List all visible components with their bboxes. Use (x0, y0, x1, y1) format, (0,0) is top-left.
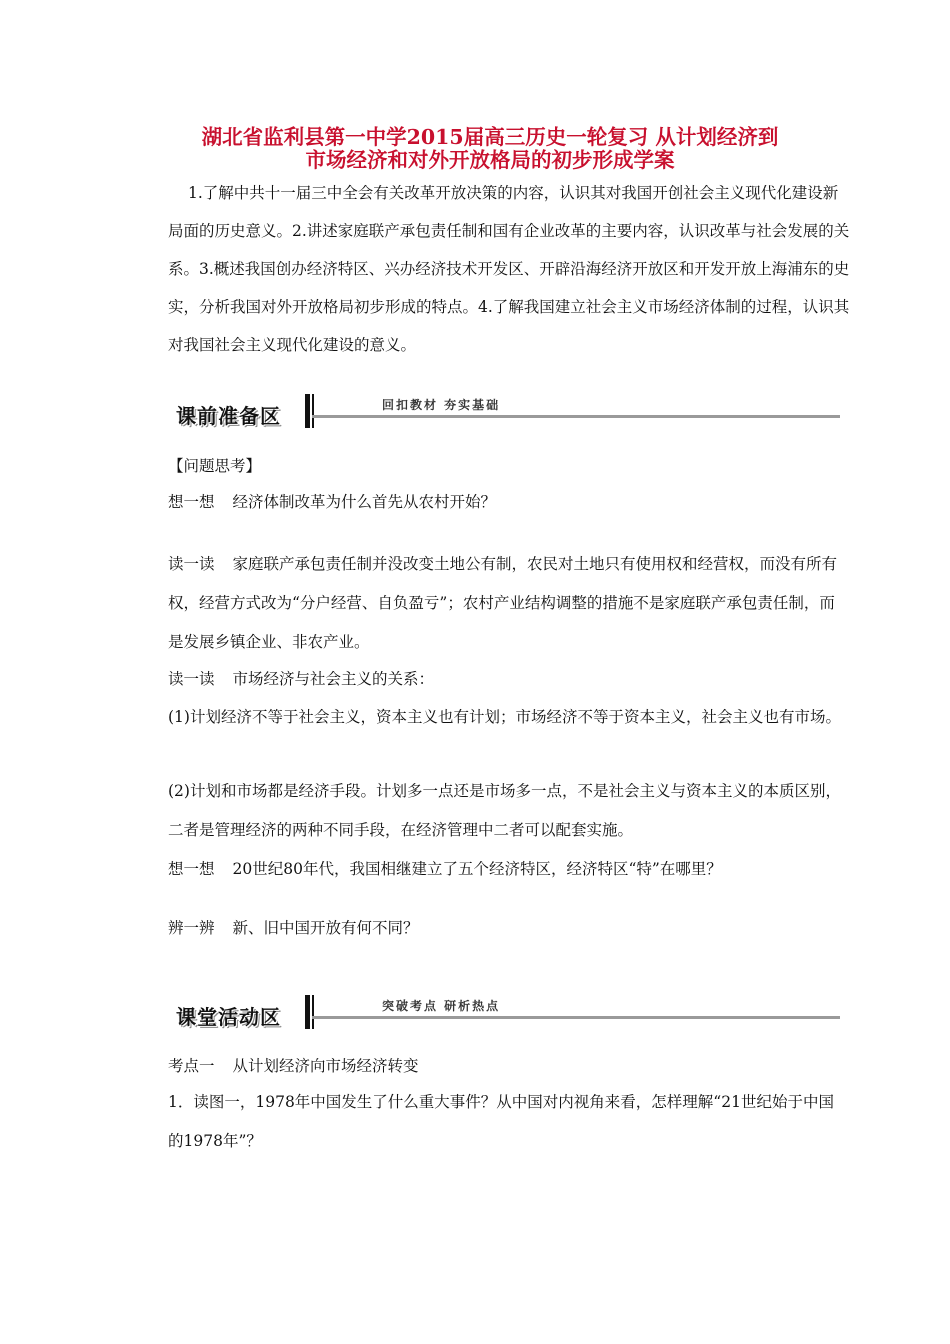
section-heading: 课堂活动区 (176, 1005, 281, 1029)
reading-text: 家庭联产承包责任制并没改变土地公有制，农民对土地只有使用权和经营权，而没有所有权，经营方式改为“分户经营、自负盈亏”；农村产业结构调整的措施不是家庭联产承包责任制，而是发展乡镇企业、非农产业。 (168, 555, 838, 651)
banner-divider-thin (312, 394, 314, 428)
question-label: 想一想 (168, 860, 215, 878)
section-subtitle: 突破考点 研析热点 (382, 999, 501, 1013)
question-think-2 (168, 857, 722, 879)
reading-text: 市场经济与社会主义的关系： (232, 670, 435, 688)
reading-label: 读一读 (168, 555, 215, 573)
section-banner-classroom (168, 995, 840, 1035)
document-title-line2: 市场经济和对外开放格局的初步形成学案 (305, 148, 675, 172)
exam-point-text: 从计划经济向市场经济转变 (232, 1057, 419, 1075)
reading-label: 读一读 (168, 670, 215, 688)
reading-1 (168, 545, 848, 662)
question-think-1 (168, 490, 496, 512)
banner-divider (305, 394, 310, 428)
banner-rule (312, 1016, 840, 1019)
learning-objectives: 1.了解中共十一届三中全会有关改革开放决策的内容，认识其对我国开创社会主义现代化建设新局面的历史意义。2.讲述家庭联产承包责任制和国有企业改革的主要内容，认识改革与社会发展的关系。3.概述我国创办经济特区、兴办经济技术开发区、开辟沿海经济开放区和开发开放上海浦东的史实，分析我国对外开放格局初步形成的特点。4.了解我国建立社会主义市场经济体制的过程，认识其对我国社会主义现代化建设的意义。 (168, 184, 850, 354)
banner-rule (312, 415, 840, 418)
document-title-line1: 湖北省监利县第一中学2015届高三历史一轮复习 从计划经济到 (201, 125, 779, 149)
question-label: 想一想 (168, 493, 215, 511)
reading-2-point-1: (1)计划经济不等于社会主义，资本主义也有计划；市场经济不等于资本主义，社会主义也有市场。 (168, 708, 841, 726)
question-text: 新、旧中国开放有何不同？ (232, 919, 419, 937)
question-label: 辨一辨 (168, 919, 215, 937)
question-text: 经济体制改革为什么首先从农村开始？ (232, 493, 497, 511)
exam-point-1 (168, 1054, 419, 1076)
banner-divider (305, 995, 310, 1029)
banner-divider-thin (312, 995, 314, 1029)
question-text: 20世纪80年代，我国相继建立了五个经济特区，经济特区“特”在哪里？ (232, 860, 722, 878)
exam-point-label: 考点一 (168, 1057, 215, 1075)
reading-2-point-2: (2)计划和市场都是经济手段。计划多一点还是市场多一点，不是社会主义与资本主义的本质区别，二者是管理经济的两种不同手段，在经济管理中二者可以配套实施。 (168, 782, 841, 839)
reading-2 (168, 667, 434, 689)
section-subtitle: 回扣教材 夯实基础 (382, 398, 501, 412)
questions-label: 【问题思考】 (168, 457, 262, 475)
item-1: 1．读图一，1978年中国发生了什么重大事件？从中国对内视角来看，怎样理解“21世纪始于中国的1978年”？ (168, 1093, 834, 1150)
section-banner-preparation (168, 394, 840, 434)
question-discern (168, 916, 419, 938)
section-heading: 课前准备区 (176, 404, 281, 428)
